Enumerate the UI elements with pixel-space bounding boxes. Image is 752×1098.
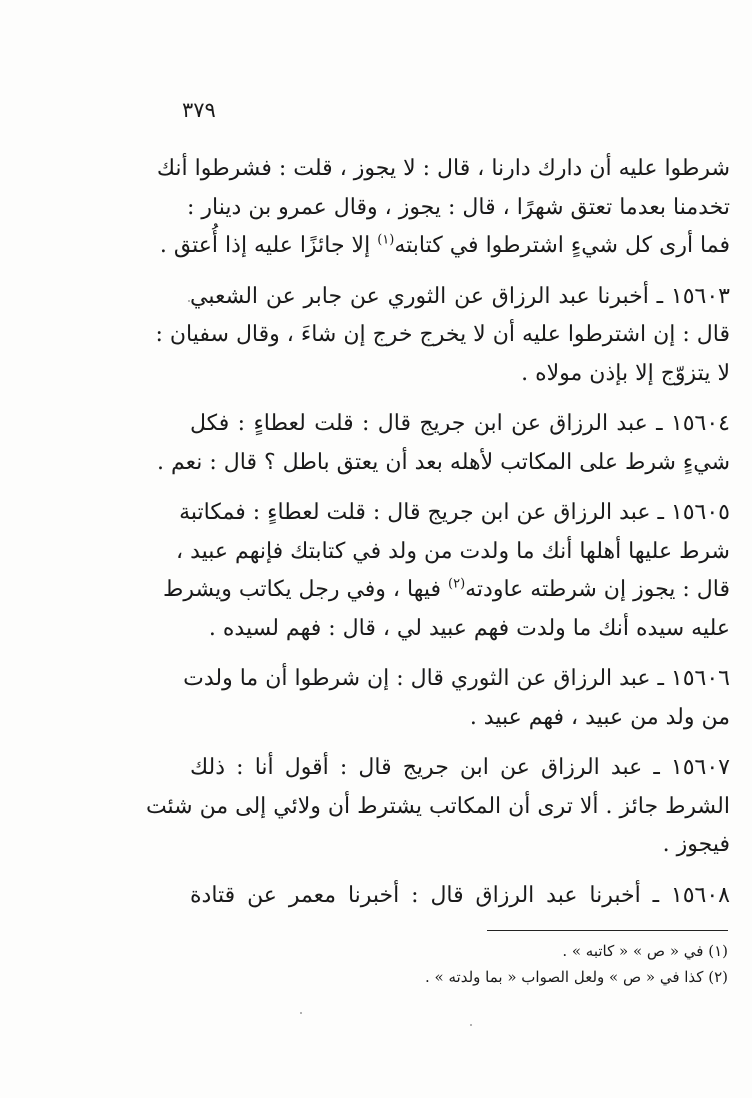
paragraph [156, 150, 730, 266]
footnotes [300, 938, 728, 990]
text-line: عليه سيده أنك ما ولدت فهم عبيد لي ، قال : فهم لسيده . [208, 615, 730, 641]
scan-speck [300, 1012, 302, 1014]
text-segment: فيها ، وفي رجل يكاتب ويشرط [163, 577, 448, 602]
footnote-reference[interactable]: (١) [377, 232, 395, 248]
paragraph [145, 749, 730, 865]
paragraph [155, 278, 730, 394]
text-segment: قال : يجوز إن شرطته عاودته [465, 577, 730, 602]
main-text [145, 150, 730, 927]
footnote-divider [487, 930, 728, 931]
footnote-reference[interactable]: (٢) [448, 576, 466, 592]
text-line: الشرط جائز . ألا ترى أن المكاتب يشترط أن ولائي إلى من شئت [145, 793, 730, 819]
text-segment: إلا جائزًا عليه إذا أُعتق . [159, 233, 378, 258]
text-line: من ولد من عبيد ، فهم عبيد . [469, 704, 730, 730]
text-line [159, 227, 730, 266]
text-line: شيءٍ شرط على المكاتب لأهله بعد أن يعتق باطل ؟ قال : نعم . [157, 449, 730, 475]
footnote: (٢) كذا في « ص » ولعل الصواب « بما ولدته » . [425, 968, 728, 986]
page-number: ٣٧٩ [182, 98, 216, 122]
text-line: فيجوز . [662, 832, 730, 857]
text-line: تخدمنا بعدما تعتق شهرًا ، قال : يجوز ، وقال عمرو بن دينار : [187, 194, 730, 220]
paragraph [183, 660, 730, 737]
footnote: (١) في « ص » « كاتبه » . [562, 942, 728, 960]
text-line: لا يتزوّج إلا بإذن مولاه . [521, 360, 730, 386]
text-segment: فما أرى كل شيءٍ اشترطوا في كتابته [394, 233, 730, 258]
text-line: ١٥٦٠٦ ـ عبد الرزاق عن الثوري قال : إن شرطوا أن ما ولدت [183, 666, 730, 691]
paragraph [190, 877, 730, 916]
text-line [163, 571, 730, 610]
paragraph [157, 405, 730, 482]
text-line: قال : إن اشترطوا عليه أن لا يخرج خرج إن شاءَ ، وقال سفيان : [155, 322, 730, 347]
text-line: شرط عليها أهلها أنك ما ولدت من ولد في كتابتك فإنهم عبيد ، [176, 538, 730, 564]
text-line: ١٥٦٠٨ ـ أخبرنا عبد الرزاق قال : أخبرنا معمر عن قتادة [190, 882, 730, 908]
text-line: ١٥٦٠٤ ـ عبد الرزاق عن ابن جريج قال : قلت لعطاءٍ : فكل [190, 411, 730, 436]
paragraph [163, 494, 730, 648]
text-line: ١٥٦٠٥ ـ عبد الرزاق عن ابن جريج قال : قلت لعطاءٍ : فمكاتبة [179, 500, 730, 525]
scan-speck [470, 1024, 472, 1026]
text-line: ١٥٦٠٣ ـ أخبرنا عبد الرزاق عن الثوري عن جابر عن الشعبي [190, 283, 730, 309]
text-line: شرطوا عليه أن دارك دارنا ، قال : لا يجوز ، قلت : فشرطوا أنك [156, 156, 730, 181]
text-line: ١٥٦٠٧ ـ عبد الرزاق عن ابن جريج قال : أقول أنا : ذلك [190, 755, 730, 780]
scan-speck [188, 300, 190, 302]
